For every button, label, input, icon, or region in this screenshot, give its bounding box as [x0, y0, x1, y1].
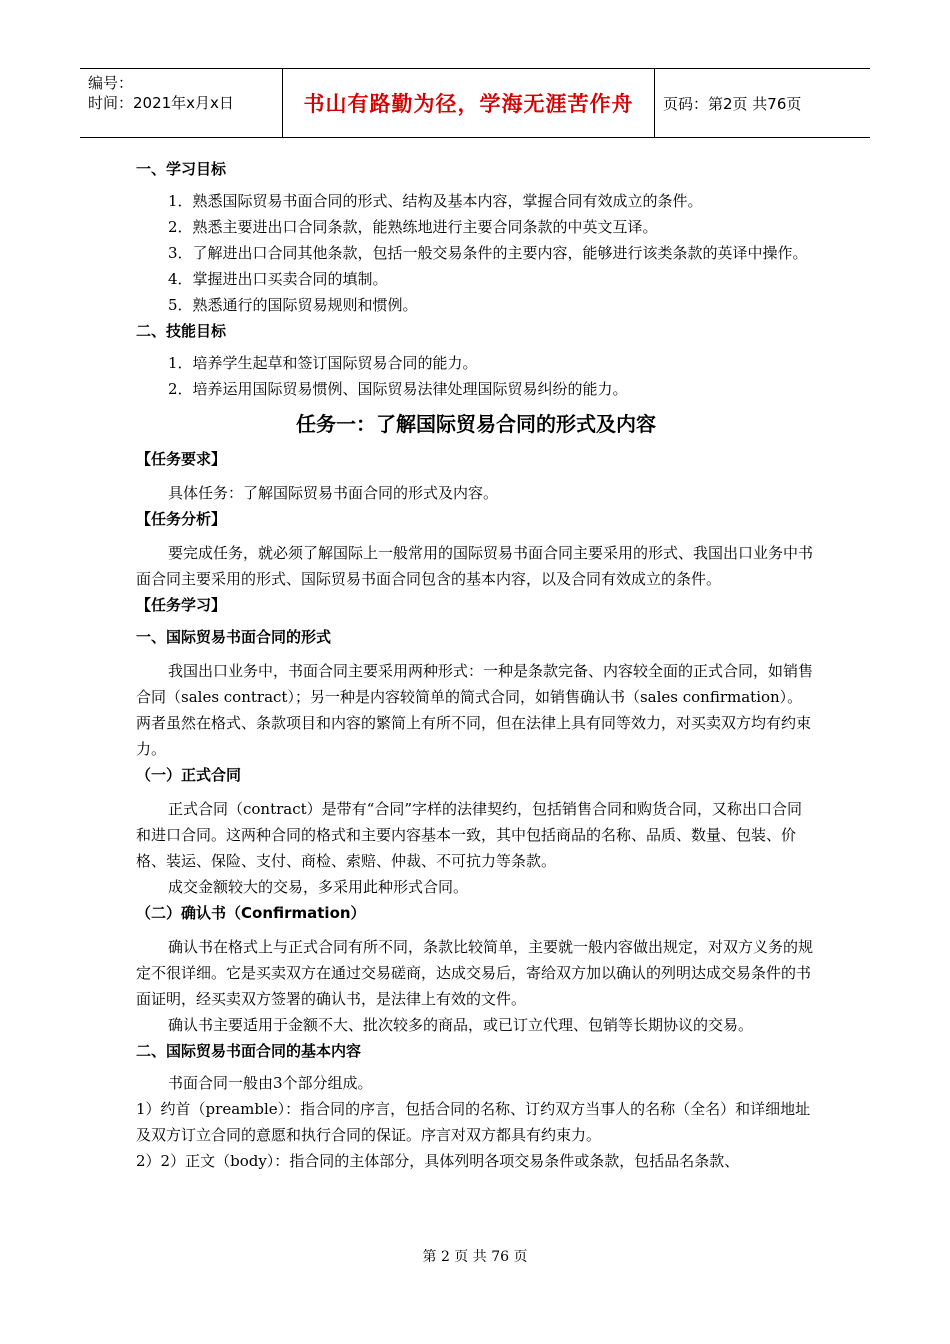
- task-analysis-text: 要完成任务，就必须了解国际上一般常用的国际贸易书面合同主要采用的形式、我国出口业务中书面合同主要采用的形式、国际贸易书面合同包含的基本内容，以及合同有效成立的条件。: [136, 544, 814, 588]
- header-motto-cell: [282, 69, 655, 137]
- contract-form-text: 我国出口业务中，书面合同主要采用两种形式：一种是条款完备、内容较全面的正式合同，如销售合同（sales contract）；另一种是内容较简单的简式合同，如销售确认书（sales confirmation）。两者虽然在格式、条款项目和内容的繁简上有所不同，但在法律上具有同等效力，对买卖双方均有约束力。: [136, 662, 814, 758]
- task-analysis-heading: 【任务分析】: [136, 510, 227, 528]
- contract-form-heading: 一、国际贸易书面合同的形式: [136, 628, 332, 646]
- task-requirement-heading: 【任务要求】: [136, 450, 227, 468]
- contract-part-preamble: 1）约首（preamble）：指合同的序言，包括合同的名称、订约双方当事人的名称（全名）和详细地址及双方订立合同的意愿和执行合同的保证。序言对双方都具有约束力。: [136, 1100, 811, 1144]
- section-heading-skill-goals: 二、技能目标: [136, 322, 227, 340]
- task-title: 任务一：了解国际贸易合同的形式及内容: [296, 412, 656, 436]
- contract-content-text: 书面合同一般由3个部分组成。: [168, 1074, 373, 1092]
- header-page-info: 页码：第2页 共76页: [663, 94, 802, 113]
- number-label: 编号：: [88, 74, 134, 92]
- list-item: 1．培养学生起草和签订国际贸易合同的能力。: [168, 354, 478, 372]
- list-item: 3．了解进出口合同其他条款，包括一般交易条件的主要内容，能够进行该类条款的英译中操作。: [168, 244, 808, 262]
- header-motto: 书山有路勤为径，学海无涯苦作舟: [303, 92, 634, 116]
- contract-part-body: 2）2）正文（body）：指合同的主体部分，具体列明各项交易条件或条款，包括品名条款、: [136, 1152, 740, 1170]
- list-item: 4．掌握进出口买卖合同的填制。: [168, 270, 388, 288]
- page-footer: 第 2 页 共 76 页: [422, 1249, 528, 1265]
- task-requirement-text: 具体任务：了解国际贸易书面合同的形式及内容。: [168, 484, 499, 502]
- page-header: [80, 68, 870, 138]
- confirmation-text: 确认书主要适用于金额不大、批次较多的商品，或已订立代理、包销等长期协议的交易。: [168, 1016, 754, 1034]
- time-label: 时间：2021年x月x日: [88, 94, 234, 112]
- formal-contract-text: 成交金额较大的交易，多采用此种形式合同。: [168, 878, 469, 896]
- formal-contract-text: 正式合同（contract）是带有“合同”字样的法律契约，包括销售合同和购货合同，又称出口合同和进口合同。这两种合同的格式和主要内容基本一致，其中包括商品的名称、品质、数量、包装、价格、装运、保险、支付、商检、索赔、仲裁、不可抗力等条款。: [136, 800, 803, 870]
- list-item: 2．熟悉主要进出口合同条款，能熟练地进行主要合同条款的中英文互译。: [168, 218, 658, 236]
- header-meta: [80, 69, 282, 137]
- list-item: 1．熟悉国际贸易书面合同的形式、结构及基本内容，掌握合同有效成立的条件。: [168, 192, 703, 210]
- formal-contract-heading: （一）正式合同: [136, 766, 242, 784]
- confirmation-text: 确认书在格式上与正式合同有所不同，条款比较简单，主要就一般内容做出规定，对双方义务的规定不很详细。它是买卖双方在通过交易磋商，达成交易后，寄给双方加以确认的列明达成交易条件的书面证明，经买卖双方签署的确认书，是法律上有效的文件。: [136, 938, 814, 1008]
- contract-content-heading: 二、国际贸易书面合同的基本内容: [136, 1042, 362, 1060]
- section-heading-learning-goals: 一、学习目标: [136, 160, 227, 178]
- confirmation-heading: （二）确认书（Confirmation）: [136, 904, 366, 922]
- list-item: 5．熟悉通行的国际贸易规则和惯例。: [168, 296, 418, 314]
- list-item: 2．培养运用国际贸易惯例、国际贸易法律处理国际贸易纠纷的能力。: [168, 380, 628, 398]
- task-learning-heading: 【任务学习】: [136, 596, 227, 614]
- document-body: [136, 156, 816, 1174]
